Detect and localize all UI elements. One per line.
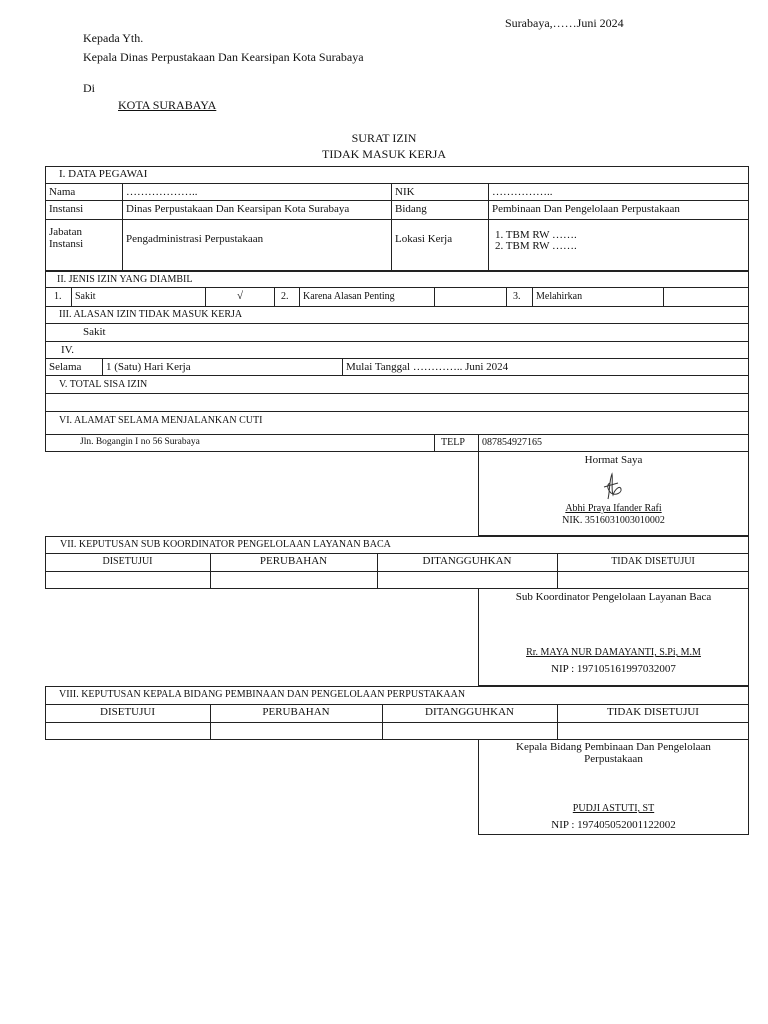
signature-1-name: Abhi Praya Ifander Rafi <box>565 503 662 514</box>
signature-2-nip: NIP : 197105161997032007 <box>551 663 676 675</box>
selama-label: Selama <box>49 361 82 373</box>
instansi-value: Dinas Perpustakaan Dan Kearsipan Kota Surabaya <box>126 203 350 215</box>
signature-3-title-2: Perpustakaan <box>584 753 643 765</box>
recipient: Kepala Dinas Perpustakaan Dan Kearsipan Kota Surabaya <box>83 50 364 64</box>
nik-label: NIK <box>395 186 415 198</box>
city: KOTA SURABAYA <box>118 98 217 112</box>
signature-1-greeting: Hormat Saya <box>584 454 643 466</box>
s8-col-perubahan: PERUBAHAN <box>262 706 330 718</box>
instansi-label: Instansi <box>49 203 84 215</box>
address-value: Jln. Bogangin I no 56 Surabaya <box>80 437 200 447</box>
opt2-label: Karena Alasan Penting <box>303 291 395 302</box>
signature-3-title-1: Kepala Bidang Pembinaan Dan Pengelolaan <box>516 741 711 753</box>
s7-col-ditangguhkan: DITANGGUHKAN <box>422 555 512 567</box>
bidang-value: Pembinaan Dan Pengelolaan Perpustakaan <box>492 203 680 215</box>
signature-3-nip: NIP : 197405052001122002 <box>551 819 676 831</box>
signature-2-name: Rr. MAYA NUR DAMAYANTI, S.Pi, M.M <box>526 647 701 658</box>
opt2-num: 2. <box>281 291 289 302</box>
s8-col-tidak-disetujui: TIDAK DISETUJUI <box>607 706 699 718</box>
s7-col-perubahan: PERUBAHAN <box>259 555 328 567</box>
signature-1-nik: NIK. 3516031003010002 <box>562 515 665 526</box>
lokasi-label: Lokasi Kerja <box>395 233 453 245</box>
s8-col-ditangguhkan: DITANGGUHKAN <box>425 706 514 718</box>
lokasi-item-2: 2. TBM RW ……. <box>495 240 577 252</box>
signature-3-name: PUDJI ASTUTI, ST <box>572 803 655 814</box>
section-7-heading: VII. KEPUTUSAN SUB KOORDINATOR PENGELOLAAN LAYANAN BACA <box>60 539 391 550</box>
bidang-label: Bidang <box>395 203 427 215</box>
section-3-value: Sakit <box>83 326 106 338</box>
telp-label: TELP <box>441 437 465 448</box>
opt1-label: Sakit <box>75 291 96 302</box>
to-label: Kepada Yth. <box>83 31 144 45</box>
s7-col-tidak-disetujui: TIDAK DISETUJUI <box>611 556 695 567</box>
mulai-tanggal: Mulai Tanggal ………….. Juni 2024 <box>346 361 509 373</box>
jabatan-label-2: Instansi <box>49 238 84 250</box>
selama-value: 1 (Satu) Hari Kerja <box>106 361 191 373</box>
di-label: Di <box>83 81 95 95</box>
section-4-heading: IV. <box>61 344 74 356</box>
section-5-heading: V. TOTAL SISA IZIN <box>59 379 148 390</box>
signature-scribble-icon <box>600 471 626 501</box>
opt1-check-mark: √ <box>237 290 244 302</box>
telp-value: 087854927165 <box>482 437 542 448</box>
section-1-heading: I. DATA PEGAWAI <box>59 168 148 180</box>
nik-value: …………….. <box>492 186 553 198</box>
section-3-heading: III. ALASAN IZIN TIDAK MASUK KERJA <box>59 309 243 320</box>
jabatan-value: Pengadministrasi Perpustakaan <box>126 233 264 245</box>
s8-col-disetujui: DISETUJUI <box>100 706 155 718</box>
opt1-num: 1. <box>54 291 62 302</box>
jabatan-label-1: Jabatan <box>49 226 82 238</box>
nama-value: ……………….. <box>126 186 198 198</box>
section-8-heading: VIII. KEPUTUSAN KEPALA BIDANG PEMBINAAN DAN PENGELOLAAN PERPUSTAKAAN <box>59 689 466 700</box>
section-2-heading: II. JENIS IZIN YANG DIAMBIL <box>57 274 193 285</box>
title-line-2: TIDAK MASUK KERJA <box>321 147 446 161</box>
section-6-heading: VI. ALAMAT SELAMA MENJALANKAN CUTI <box>59 415 263 426</box>
lokasi-item-1: 1. TBM RW ……. <box>495 229 577 241</box>
signature-2-title: Sub Koordinator Pengelolaan Layanan Baca <box>515 591 712 603</box>
opt3-num: 3. <box>513 291 521 302</box>
nama-label: Nama <box>49 186 76 198</box>
place-date: Surabaya,……Juni 2024 <box>505 16 624 30</box>
s7-col-disetujui: DISETUJUI <box>102 556 153 567</box>
opt3-label: Melahirkan <box>536 291 583 302</box>
title-line-1: SURAT IZIN <box>351 131 417 145</box>
